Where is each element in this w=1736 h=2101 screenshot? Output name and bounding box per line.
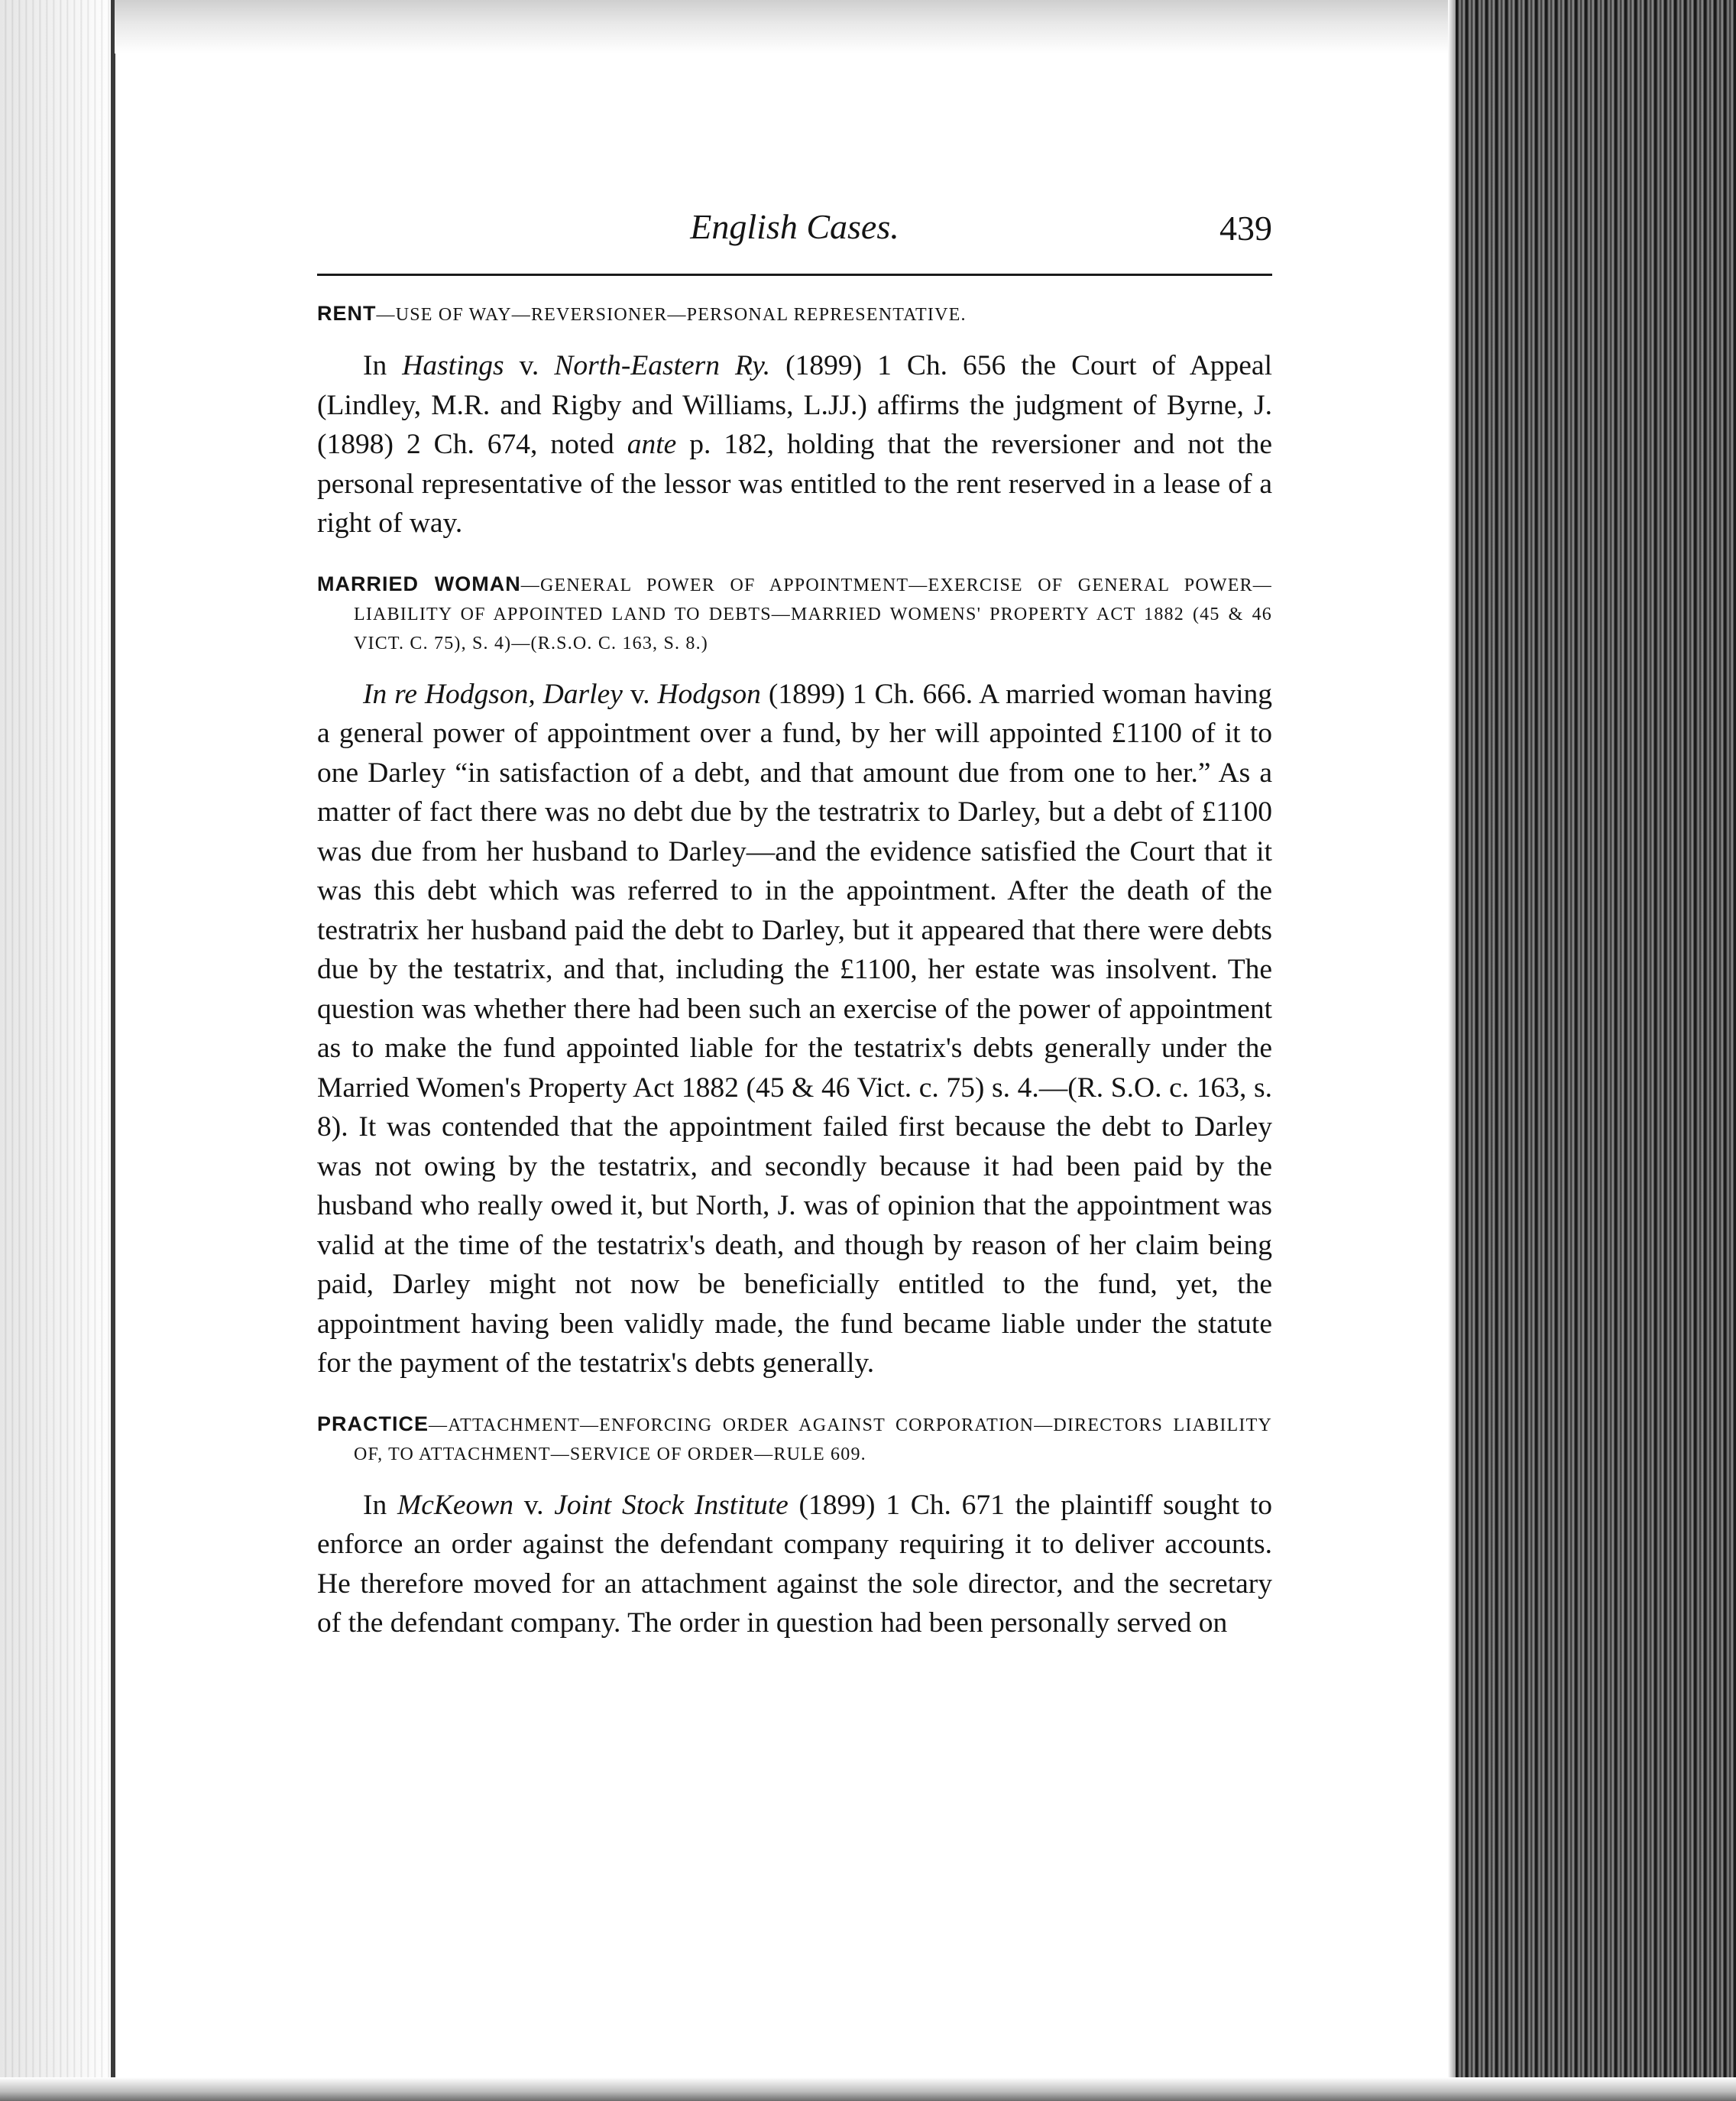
section-keyword: MARRIED WOMAN: [317, 572, 521, 595]
scan-bottom-edge: [0, 2077, 1736, 2101]
section-caption: [317, 299, 1272, 329]
case-paragraph: [317, 675, 1272, 1383]
case-name-italic: Hastings: [402, 350, 504, 381]
text-run: v.: [513, 1489, 555, 1521]
text-run: (1899) 1 Ch. 666. A married woman having a general power of appointment over a fund, by her will appointed £1100 of it to one Darley “in satisfaction of a debt, and that amount due from one to her.” As a matter of fact there was no debt due by the testratrix to Darley, but a debt of £1100 was due from her husband to Darley—and the evidence satisfied the Court that it was this debt which was referred to in the appointment. After the death of the testratrix her husband paid the debt to Darley, but it appeared that there were debts due by the testatrix, and that, including the £1100, her estate was insolvent. The question was whether there had been such an exercise of the power of appointment as to make the fund appointed liable for the testatrix's debts generally under the Married Women's Property Act 1882 (45 & 46 Vict. c. 75) s. 4.—(R. S.O. c. 163, s. 8). It was contended that the appointment failed first because the debt to Darley was not owing by the testatrix, and secondly because it had been paid by the husband who really owed it, but North, J. was of opinion that the appointment was valid at the time of the testatrix's death, and though by reason of her claim being paid, Darley might not now be beneficially entitled to the fund, yet, the appointment having been validly made, the fund became liable under the statute for the payment of the testatrix's debts generally.: [317, 678, 1272, 1379]
case-section-married-woman: [317, 569, 1272, 1383]
case-name-italic: In re Hodgson, Darley: [363, 678, 623, 710]
running-head: [317, 206, 1272, 260]
section-caption-text: —GENERAL POWER OF APPOINTMENT—EXERCISE OF GENERAL POWER—LIABILITY OF APPOINTED LAND TO DEBTS—MARRIED WOMENS' PROPERTY ACT 1882 (45 & 46 VICT. C. 75), S. 4)—(R.S.O. C. 163, S. 8.): [354, 575, 1272, 653]
case-name-italic: McKeown: [397, 1489, 514, 1521]
text-run: v.: [504, 350, 555, 381]
text-run: p. 182, holding that the reversioner and not the personal representative of the lessor was entitled to the rent reserved in a lease of a right of way.: [317, 429, 1272, 539]
case-name-italic: Joint Stock Institute: [554, 1489, 789, 1521]
case-name-italic: North-Eastern Ry.: [554, 350, 771, 381]
case-section-rent: [317, 299, 1272, 543]
section-keyword: PRACTICE: [317, 1412, 429, 1435]
text-run: In: [363, 350, 403, 381]
header-rule: [317, 274, 1272, 276]
book-page: [317, 206, 1272, 1669]
section-caption-text: —USE OF WAY—REVERSIONER—PERSONAL REPRESENTATIVE.: [376, 305, 967, 325]
scan-top-margin: [115, 0, 1452, 53]
case-paragraph: [317, 346, 1272, 543]
page-number: 439: [1219, 209, 1272, 248]
section-caption-text: —ATTACHMENT—ENFORCING ORDER AGAINST CORPORATION—DIRECTORS LIABILITY OF, TO ATTACHMENT—SERVICE OF ORDER—RULE 609.: [354, 1415, 1272, 1464]
running-title: English Cases.: [690, 207, 899, 246]
scan-spine-line: [111, 0, 115, 2101]
section-keyword: RENT: [317, 302, 377, 325]
section-caption: [317, 569, 1272, 658]
text-run: In: [363, 1489, 397, 1521]
text-run: (1899) 1 Ch. 671 the plaintiff sought to enforce an order against the defendant company requiring it to deliver accounts. He therefore moved for an attachment against the sole director, and the secretary of the defendant company. The order in question had been personally served on: [317, 1489, 1272, 1639]
case-name-italic: Hodgson: [657, 678, 761, 710]
scan-left-margin: [0, 0, 115, 2101]
scan-right-edge: [1456, 0, 1736, 2101]
case-section-practice: [317, 1409, 1272, 1643]
ante-italic: ante: [627, 429, 677, 460]
case-paragraph: [317, 1486, 1272, 1643]
text-run: v.: [622, 678, 658, 710]
section-caption: [317, 1409, 1272, 1469]
text-run: (1899) 1 Ch. 656 the Court of Appeal (Lindley, M.R. and Rigby and Williams, L.JJ.) affirms the judgment of Byrne, J. (1898) 2 Ch. 674, noted: [317, 350, 1272, 460]
